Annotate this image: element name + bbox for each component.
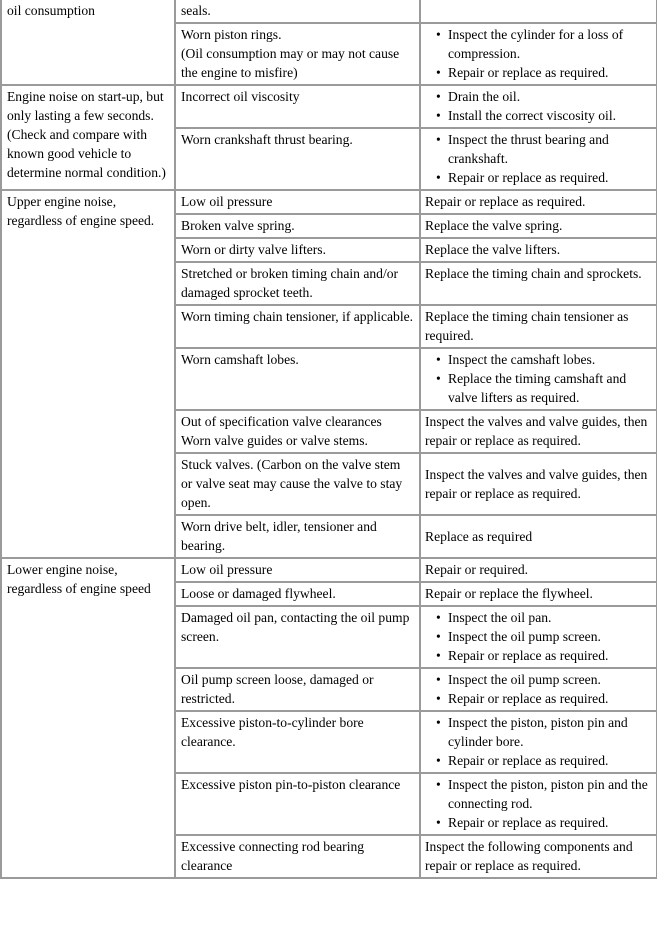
action-list-item: • Repair or replace as required. <box>448 63 653 82</box>
cause-text: Excessive connecting rod bearing clearance <box>181 839 365 873</box>
cause-cell <box>175 515 420 558</box>
action-text: Replace the timing chain tensioner as required. <box>425 309 629 343</box>
diagnostic-table-body <box>1 0 657 878</box>
action-cell <box>420 190 657 214</box>
action-list-item: • Inspect the piston, piston pin and cylinder bore. <box>448 713 653 751</box>
table-row <box>1 558 657 582</box>
action-list <box>425 350 653 407</box>
cause-cell <box>175 668 420 711</box>
cause-cell <box>175 85 420 128</box>
action-list <box>425 608 653 665</box>
condition-cell <box>1 85 175 190</box>
cause-cell <box>175 410 420 453</box>
action-list-item: • Install the correct viscosity oil. <box>448 106 653 125</box>
action-text: Repair or replace as required. <box>425 194 586 209</box>
cause-text: Worn drive belt, idler, tensioner and bearing. <box>181 519 377 553</box>
action-cell <box>420 773 657 835</box>
action-text: Inspect the following components and repair or replace as required. <box>425 839 633 873</box>
action-cell <box>420 262 657 305</box>
action-cell <box>420 23 657 85</box>
action-text: Replace the valve spring. <box>425 218 563 233</box>
table-row <box>1 85 657 128</box>
cause-text: Out of specification valve clearances Worn valve guides or valve stems. <box>181 414 382 448</box>
condition-text: Lower engine noise, regardless of engine speed <box>7 562 151 596</box>
action-cell <box>420 85 657 128</box>
action-list <box>425 713 653 770</box>
cause-cell <box>175 190 420 214</box>
cause-cell <box>175 23 420 85</box>
cause-cell <box>175 262 420 305</box>
cause-text: Excessive piston pin-to-piston clearance <box>181 777 401 792</box>
table-row <box>1 190 657 214</box>
action-cell <box>420 348 657 410</box>
condition-text: oil consumption <box>7 3 95 18</box>
cause-text: Stretched or broken timing chain and/or damaged sprocket teeth. <box>181 266 399 300</box>
cause-cell <box>175 128 420 190</box>
action-cell <box>420 0 657 23</box>
action-list <box>425 25 653 82</box>
cause-text: Loose or damaged flywheel. <box>181 586 336 601</box>
action-text: Replace as required <box>425 528 533 544</box>
action-cell <box>420 214 657 238</box>
cause-text: Low oil pressure <box>181 562 273 577</box>
cause-cell <box>175 238 420 262</box>
action-list <box>425 130 653 187</box>
cause-cell <box>175 773 420 835</box>
cause-cell <box>175 711 420 773</box>
action-cell <box>420 238 657 262</box>
table-row <box>1 0 657 23</box>
cause-text: Low oil pressure <box>181 194 273 209</box>
action-list-item: • Inspect the oil pan. <box>448 608 653 627</box>
action-cell <box>420 305 657 348</box>
cause-text: Worn or dirty valve lifters. <box>181 242 326 257</box>
action-cell <box>420 582 657 606</box>
cause-text: Damaged oil pan, contacting the oil pump screen. <box>181 610 410 644</box>
condition-cell <box>1 190 175 558</box>
action-cell <box>420 558 657 582</box>
cause-cell <box>175 606 420 668</box>
cause-cell <box>175 453 420 515</box>
cause-cell <box>175 348 420 410</box>
cause-text: Broken valve spring. <box>181 218 295 233</box>
cause-cell <box>175 214 420 238</box>
action-list-item: • Inspect the oil pump screen. <box>448 670 653 689</box>
action-list-item: • Repair or replace as required. <box>448 689 653 708</box>
action-text: Replace the valve lifters. <box>425 242 561 257</box>
action-list-item: • Repair or replace as required. <box>448 751 653 770</box>
action-list-item: • Inspect the piston, piston pin and the connecting rod. <box>448 775 653 813</box>
cause-text: Stuck valves. (Carbon on the valve stem or valve seat may cause the valve to stay open. <box>181 457 403 510</box>
action-list-item: • Drain the oil. <box>448 87 653 106</box>
cause-text: Oil pump screen loose, damaged or restricted. <box>181 672 374 706</box>
action-text: Repair or replace the flywheel. <box>425 586 593 601</box>
cause-text: Excessive piston-to-cylinder bore clearance. <box>181 715 364 749</box>
action-cell <box>420 606 657 668</box>
cause-text: Incorrect oil viscosity <box>181 89 300 104</box>
action-cell <box>420 835 657 878</box>
action-list-item: • Repair or replace as required. <box>448 168 653 187</box>
action-list <box>425 670 653 708</box>
cause-text: Worn timing chain tensioner, if applicable. <box>181 309 414 324</box>
cause-text: seals. <box>181 3 211 18</box>
action-text: Replace the timing chain and sprockets. <box>425 266 642 281</box>
action-list <box>425 775 653 832</box>
action-cell <box>420 128 657 190</box>
cause-cell <box>175 558 420 582</box>
action-list-item: • Replace the timing camshaft and valve lifters as required. <box>448 369 653 407</box>
condition-cell <box>1 558 175 878</box>
condition-cell <box>1 0 175 85</box>
action-text: Repair or required. <box>425 562 529 577</box>
cause-cell <box>175 582 420 606</box>
action-cell <box>420 711 657 773</box>
action-list-item: • Inspect the cylinder for a loss of compression. <box>448 25 653 63</box>
action-list <box>425 87 653 125</box>
action-list-item: • Repair or replace as required. <box>448 813 653 832</box>
action-cell <box>420 410 657 453</box>
action-text: Inspect the valves and valve guides, then repair or replace as required. <box>425 414 648 448</box>
cause-cell <box>175 0 420 23</box>
cause-text: Worn crankshaft thrust bearing. <box>181 132 353 147</box>
action-text: Inspect the valves and valve guides, then repair or replace as required. <box>425 466 648 501</box>
action-list-item: • Repair or replace as required. <box>448 646 653 665</box>
action-list-item: • Inspect the thrust bearing and crankshaft. <box>448 130 653 168</box>
action-cell <box>420 453 657 515</box>
action-list-item: • Inspect the oil pump screen. <box>448 627 653 646</box>
cause-cell <box>175 835 420 878</box>
cause-text: Worn piston rings. (Oil consumption may or may not cause the engine to misfire) <box>181 27 400 80</box>
action-list-item: • Inspect the camshaft lobes. <box>448 350 653 369</box>
cause-text: Worn camshaft lobes. <box>181 352 299 367</box>
action-cell <box>420 515 657 558</box>
condition-text: Engine noise on start-up, but only lasting a few seconds. (Check and compare with known good vehicle to determine normal condition.) <box>7 89 166 180</box>
action-cell <box>420 668 657 711</box>
cause-cell <box>175 305 420 348</box>
condition-text: Upper engine noise, regardless of engine speed. <box>7 194 155 228</box>
